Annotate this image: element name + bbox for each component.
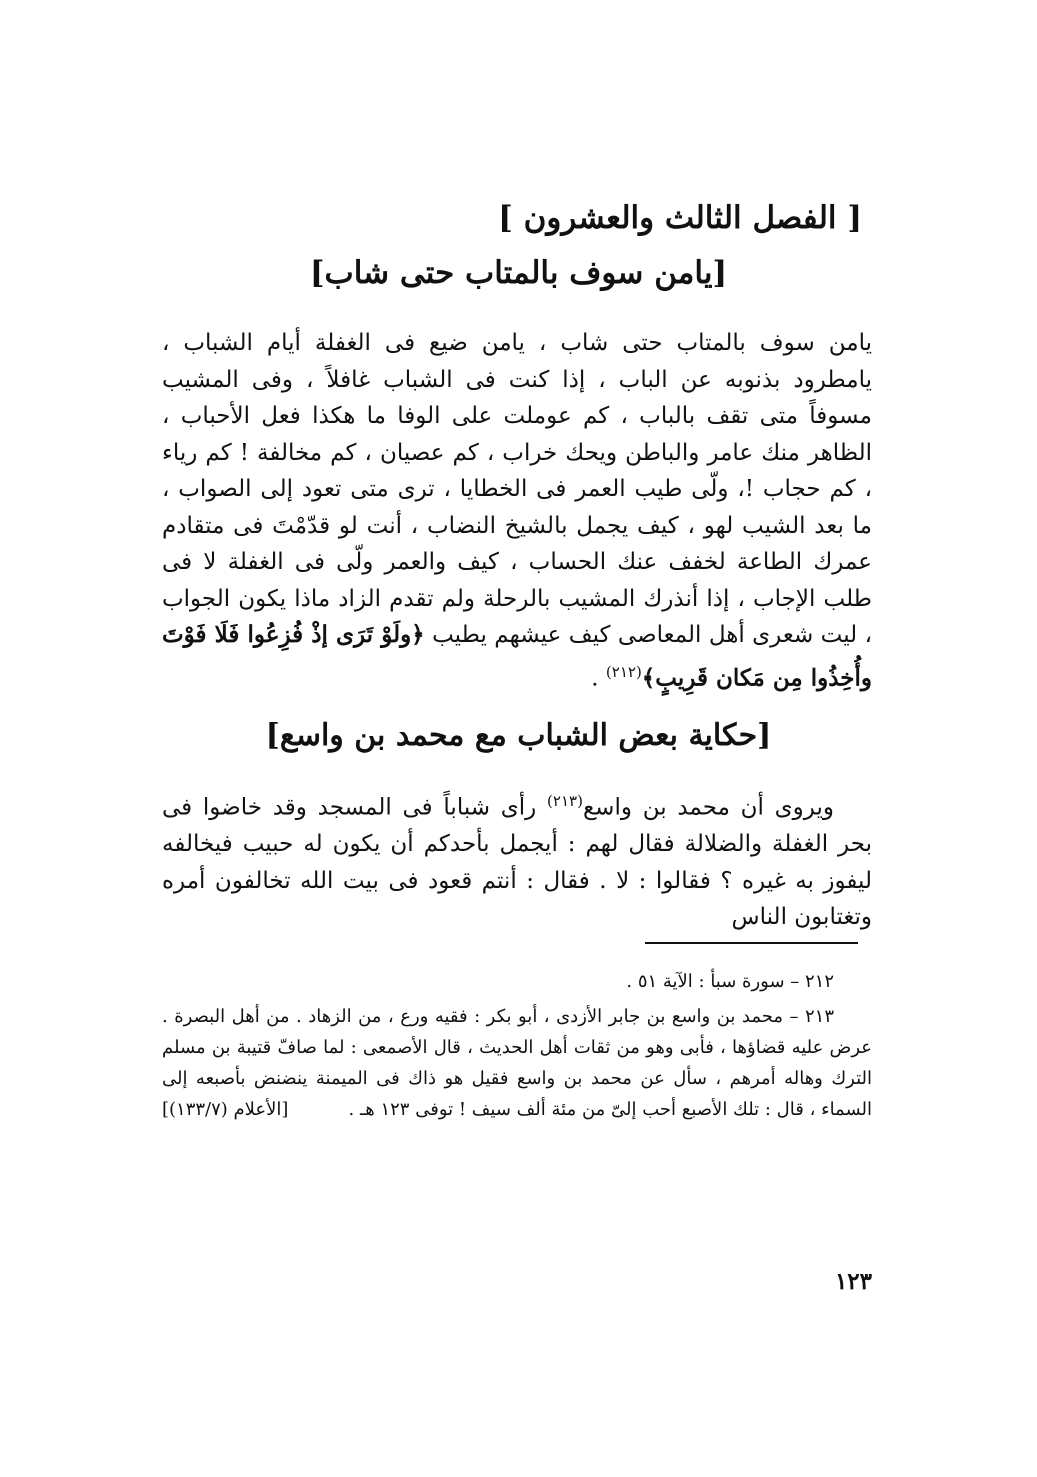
- footnote-ref-212: (٢١٢): [605, 662, 642, 681]
- paragraph-2-part-1: ويروى أن محمد بن واسع: [582, 794, 834, 821]
- section-title: [حكاية بعض الشباب مع محمد بن واسع]: [265, 718, 772, 753]
- footnote-213: [162, 1001, 872, 1125]
- footnote-213-text: ٢١٣ – محمد بن واسع بن جابر الأزدى ، أبو بكر : فقيه ورع ، من الزهاد . من أهل البصرة . عرض عليه قضاؤها ، فأبى وهو من ثقات أهل الحديث ، قال الأصمعى : لما صافّ قتيبة بن مسلم الترك وهاله أمرهم ، سأل عن محمد بن واسع فقيل هو ذاك فى الميمنة ينضنض بأصبعه إلى السماء ، قال : تلك الأصبع أحب إلىّ من مئة ألف سيف ! توفى ١٢٣ هـ .: [162, 1006, 872, 1120]
- chapter-heading: [ الفصل الثالث والعشرون ]: [498, 200, 862, 236]
- footnote-ref-213: (٢١٣): [547, 792, 583, 810]
- footnote-213-source: [الأعلام (١٣٣/٧)]: [162, 1099, 289, 1120]
- chapter-title: [يامن سوف بالمتاب حتى شاب]: [309, 255, 728, 291]
- paragraph-2-part-2: رأى شباباً فى المسجد وقد خاضوا فى بحر الغفلة والضلالة فقال لهم : أيجمل بأحدكم أن يكون له حبيب فيخالفه ليفوز به غيره ؟ فقالوا : لا . فقال : أنتم قعود فى بيت الله تخالفون أمره وتغتابون الناس: [162, 794, 872, 931]
- paragraph-2: [162, 783, 872, 936]
- page-number: ١٢٣: [834, 1268, 872, 1295]
- footnote-separator: [645, 942, 858, 944]
- footnotes: [162, 966, 872, 1129]
- quran-verse: ﴿ولَوْ تَرَى إذْ فُزِعُوا فَلَا فَوْتَ وأُخِذُوا مِن مَكان قَرِيبٍ﴾: [162, 621, 872, 692]
- footnote-212: ٢١٢ – سورة سبأ : الآية ٥١ .: [626, 971, 834, 992]
- paragraph-1-end: .: [591, 665, 606, 692]
- paragraph-1: [162, 325, 872, 697]
- paragraph-1-text: يامن سوف بالمتاب حتى شاب ، يامن ضيع فى الغفلة أيام الشباب ، يامطرود بذنوبه عن الباب ، إذا كنت فى الشباب غافلاً ، وفى المشيب مسوفاً متى تقف بالباب ، كم عوملت على الوفا ما هكذا فعل الأحباب ، الظاهر منك عامر والباطن ويحك خراب ، كم عصيان ، كم مخالفة ! كم رياء ، كم حجاب !، ولّى طيب العمر فى الخطايا ، ترى متى تعود إلى الصواب ، ما بعد الشيب لهو ، كيف يجمل بالشيخ النضاب ، أنت لو قدّمْتَ فى متقادم عمرك الطاعة لخفف عنك الحساب ، كيف والعمر ولّى فى الغفلة لا فى طلب الإجاب ، إذا أنذرك المشيب بالرحلة ولم تقدم الزاد ماذا يكون الجواب ، ليت شعرى أهل المعاصى كيف عيشهم يطيب: [162, 330, 873, 648]
